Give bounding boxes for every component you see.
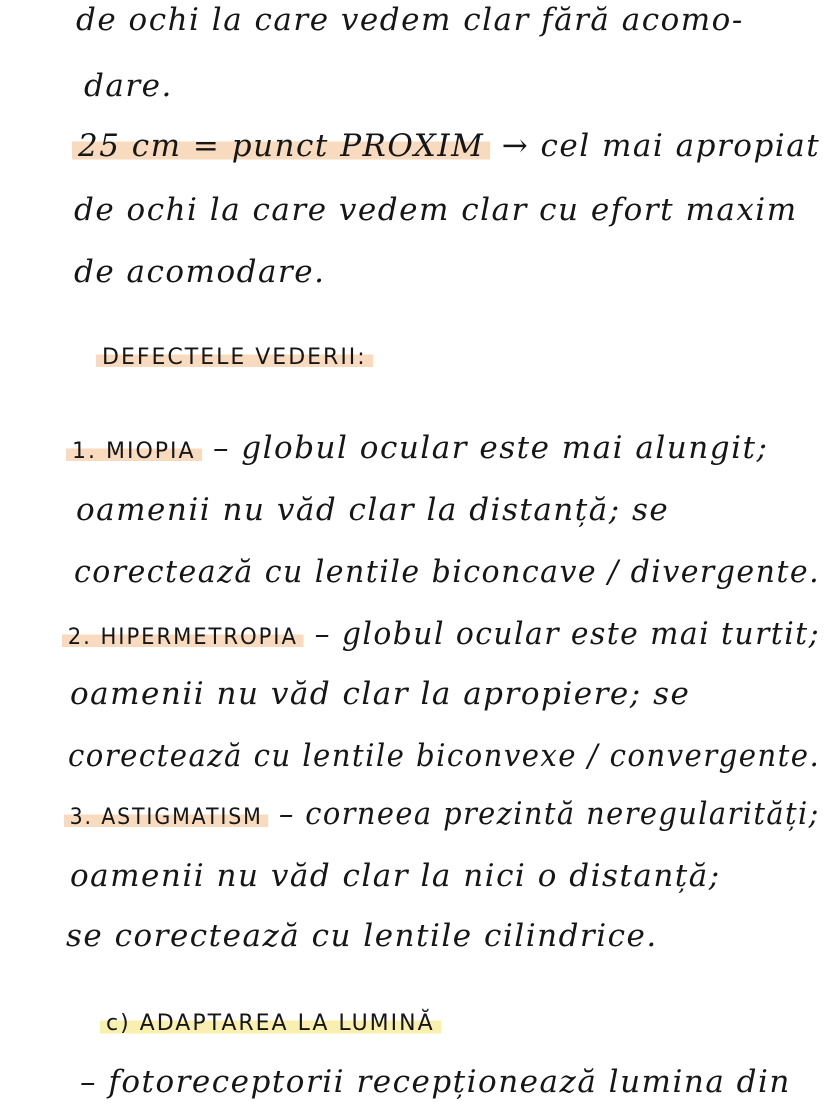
text-line: corectează cu lentile biconcave / divergente.	[74, 554, 821, 590]
text-line: corectează cu lentile biconvexe / convergente.	[68, 738, 821, 774]
highlighted-heading: DEFECTELE VEDERII:	[96, 345, 373, 370]
text-fragment: – globul ocular este mai alungit;	[212, 430, 769, 466]
text-line: de ochi la care vedem clar fără acomo-	[76, 2, 744, 38]
highlighted-term: 3. ASTIGMATISM	[64, 805, 268, 830]
text-line: oamenii nu văd clar la nici o distanță;	[70, 858, 721, 894]
text-line	[72, 126, 820, 166]
text-fragment: – globul ocular este mai turtit;	[314, 616, 821, 652]
highlighted-term: 25 cm = punct PROXIM	[72, 128, 490, 164]
section-heading-defects	[96, 338, 373, 378]
text-line: dare.	[84, 68, 173, 104]
text-line	[66, 428, 768, 472]
section-heading-adaptation	[100, 1004, 441, 1044]
text-line: oamenii nu văd clar la distanță; se	[76, 492, 670, 528]
text-line: se corectează cu lentile cilindrice.	[66, 918, 658, 954]
text-fragment: cel mai apropiat	[540, 128, 821, 164]
text-line	[62, 614, 820, 658]
text-line	[64, 794, 820, 838]
text-line: de ochi la care vedem clar cu efort maxim	[74, 192, 798, 228]
highlighted-term: 1. MIOPIA	[66, 439, 202, 464]
text-line: – fotoreceptorii recepționează lumina din	[80, 1064, 791, 1100]
text-fragment: – corneea prezintă neregularități;	[278, 796, 820, 832]
arrow-glyph: →	[501, 128, 530, 164]
text-line: oamenii nu văd clar la apropiere; se	[70, 676, 691, 712]
highlighted-term: 2. HIPERMETROPIA	[62, 625, 304, 650]
text-line: de acomodare.	[74, 254, 326, 290]
highlighted-heading: c) ADAPTAREA LA LUMINĂ	[100, 1011, 441, 1036]
